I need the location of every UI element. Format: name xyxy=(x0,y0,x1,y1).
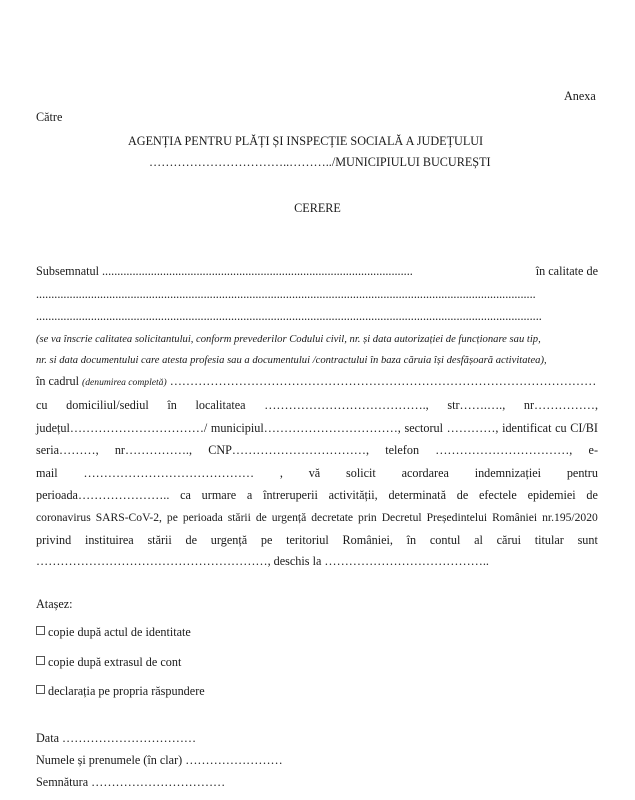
phone-field[interactable]: ……………………………, xyxy=(435,443,573,457)
word: efectele xyxy=(478,488,517,502)
word: nr.195/2020 xyxy=(542,511,598,524)
checkbox-id-copy[interactable] xyxy=(36,626,45,635)
state-of-emergency-line xyxy=(36,533,598,548)
word: activității, xyxy=(328,488,378,502)
document-title: CERERE xyxy=(294,201,341,215)
attachment-label: copie după actul de identitate xyxy=(48,625,191,639)
word: de xyxy=(185,533,198,547)
attachment-label: copie după extrasul de cont xyxy=(48,655,182,669)
word: urgență xyxy=(210,533,248,547)
word: instituirea xyxy=(84,533,134,547)
address-line xyxy=(36,398,598,413)
word: pe xyxy=(260,533,273,547)
word: coronavirus xyxy=(36,511,91,524)
period-line xyxy=(36,488,598,503)
word: pe xyxy=(166,511,178,524)
word: al xyxy=(474,533,483,547)
applicant-name-field[interactable]: Subsemnatul ...................................................................................................... xyxy=(36,264,413,278)
capacity-label: în calitate de xyxy=(535,264,598,278)
capacity-note-2: nr. si data documentului care atesta profesia sau a documentului /contractului în baza căruia își desfășoară activitatea), xyxy=(36,355,547,366)
word: telefon xyxy=(385,443,420,457)
word: CI/BI xyxy=(570,421,598,435)
word: identificat xyxy=(502,421,552,435)
street-field[interactable]: str…….…., xyxy=(447,398,506,412)
word: , xyxy=(279,466,283,480)
word: României xyxy=(492,511,538,524)
word: sunt xyxy=(577,533,598,547)
word: Decretul xyxy=(381,511,422,524)
municipality-field[interactable]: municipiul……………………………, xyxy=(210,421,401,435)
word: cu xyxy=(36,398,48,412)
county-line xyxy=(36,421,598,436)
word: determinată xyxy=(388,488,446,502)
word: epidemiei xyxy=(527,488,576,502)
sector-field[interactable]: …………, xyxy=(446,421,499,435)
word: localitatea xyxy=(195,398,246,412)
word: de xyxy=(586,488,598,502)
annex-label: Anexa xyxy=(564,89,596,103)
email-line xyxy=(36,466,598,481)
checkbox-declaration[interactable] xyxy=(36,685,45,694)
covid-line xyxy=(36,510,598,525)
locality-field[interactable]: …………………………………., xyxy=(264,398,429,412)
word: decretate xyxy=(311,511,354,524)
id-number-field[interactable]: nr……………., xyxy=(114,443,192,457)
word: sectorul xyxy=(404,421,444,435)
id-series-field[interactable]: seria………, xyxy=(36,443,99,457)
attachment-declaration xyxy=(36,684,205,699)
word: perioada xyxy=(182,511,223,524)
word: pentru xyxy=(566,466,598,480)
addressee-label: Către xyxy=(36,110,63,124)
word: titular xyxy=(534,533,564,547)
attachment-account-copy xyxy=(36,655,181,670)
date-field[interactable]: Data …………………………… xyxy=(36,731,197,745)
word: urmare xyxy=(201,488,237,502)
checkbox-account-copy[interactable] xyxy=(36,656,45,665)
word: stării xyxy=(147,533,172,547)
word: mail xyxy=(36,466,58,480)
word: e- xyxy=(588,443,598,457)
word: vă xyxy=(308,466,321,480)
organization-line xyxy=(36,374,596,390)
word: a xyxy=(246,488,253,502)
capacity-field-1[interactable]: .................................................................................................................................................................... xyxy=(36,287,536,301)
word: contul xyxy=(429,533,461,547)
full-name-field[interactable]: Numele și prenumele (în clar) …………………… xyxy=(36,753,283,767)
word: stării xyxy=(227,511,251,524)
word: acordarea xyxy=(401,466,449,480)
word: indemnizației xyxy=(474,466,542,480)
account-holder-field[interactable]: …………………………………………………, deschis la ………………………………….. xyxy=(36,554,489,568)
word: ca xyxy=(180,488,191,502)
word: de xyxy=(456,488,469,502)
organization-field[interactable]: …………………………………………………………………………………………… xyxy=(169,374,597,388)
word: în xyxy=(167,398,177,412)
word: de xyxy=(255,511,267,524)
word: în xyxy=(406,533,417,547)
word: cu xyxy=(555,421,567,435)
county-field[interactable]: județul……………………………/ xyxy=(36,421,208,435)
id-line xyxy=(36,443,598,458)
word: întreruperii xyxy=(263,488,318,502)
word: prin xyxy=(358,511,377,524)
organization-hint: (denumirea completă) xyxy=(82,377,167,388)
attachment-id-copy xyxy=(36,625,191,640)
attachment-label: declarația pe propria răspundere xyxy=(48,684,205,698)
word: urgență xyxy=(271,511,307,524)
agency-line-2: ……………………………..………../MUNICIPIULUI BUCUREȘTI xyxy=(149,155,491,169)
word: României, xyxy=(342,533,393,547)
applicant-name-line xyxy=(36,264,598,279)
word: privind xyxy=(36,533,72,547)
period-field[interactable]: perioada………………….. xyxy=(36,488,170,502)
email-field[interactable]: …………………………………… xyxy=(83,466,255,480)
capacity-field-2[interactable]: ...................................................................................................................................................................... xyxy=(36,309,542,323)
capacity-note-1: (se va înscrie calitatea solicitantului, conform prevederilor Codului civil, nr. și data autorizației de funcționare sau tip, xyxy=(36,334,541,345)
word: solicit xyxy=(345,466,376,480)
number-field[interactable]: nr……………, xyxy=(523,398,598,412)
organization-label: în cadrul xyxy=(36,374,79,388)
word: domiciliul/sediul xyxy=(66,398,149,412)
word: Președintelui xyxy=(426,511,488,524)
agency-line-1: AGENȚIA PENTRU PLĂȚI ȘI INSPECȚIE SOCIALĂ A JUDEȚULUI xyxy=(128,134,484,148)
attachments-label: Atașez: xyxy=(36,597,73,611)
signature-field[interactable]: Semnătura …………………………… xyxy=(36,775,226,789)
word: teritoriul xyxy=(286,533,329,547)
word: SARS-CoV-2, xyxy=(95,511,162,524)
word: cărui xyxy=(496,533,521,547)
cnp-field[interactable]: CNP……………………………, xyxy=(208,443,370,457)
